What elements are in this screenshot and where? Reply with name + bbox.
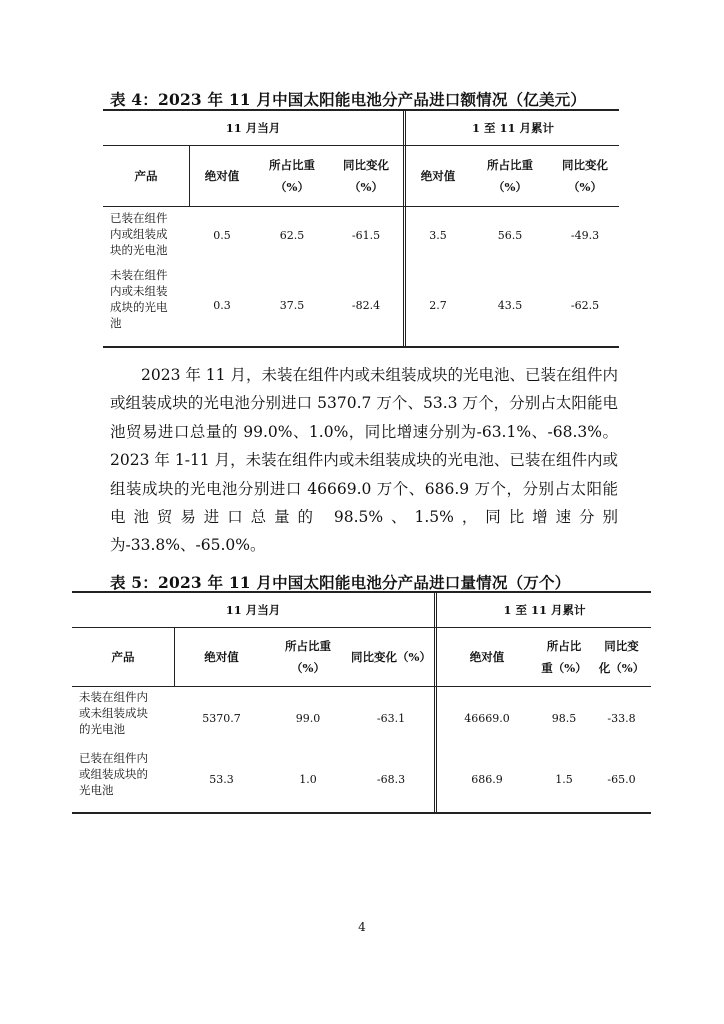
table4-bottom-rule: [103, 346, 619, 348]
table4-col-yoy-unit: （%）: [349, 180, 383, 194]
table4-row1-cum-abs: 3.5: [429, 229, 447, 242]
table4-row1-product-line: 已装在组件: [110, 211, 168, 225]
table4-col-cum-share-unit: （%）: [493, 180, 527, 194]
table5-group-divider: [434, 592, 437, 812]
table4-col-cum-absolute: 绝对值: [420, 169, 456, 183]
table4-row1-product-line: 块的光电池: [110, 243, 168, 257]
table4-row1-cum-yoy: -49.3: [570, 229, 600, 242]
table4-row2-product-line: 内或未组装: [110, 284, 168, 298]
table4-row2-product-line: 成块的光电: [110, 300, 168, 314]
table4-row1-cur-yoy: -61.5: [351, 229, 381, 242]
table5-col-cum-yoy: [592, 628, 651, 686]
table5-col-cum-share-l1: 所占比: [546, 639, 582, 653]
table4-col-absolute: 绝对值: [204, 169, 240, 183]
table5-row2-cum-yoy: -65.0: [607, 773, 636, 786]
table5-row2-cur-share: 1.0: [299, 773, 317, 786]
table4-col-share-unit: （%）: [275, 180, 309, 194]
table4-row2-cur-share: 37.5: [279, 299, 305, 312]
table4-col-yoy: [330, 146, 402, 206]
table4-row2-product: [110, 267, 168, 331]
table5-col-share-label: 所占比重: [285, 639, 331, 653]
table5-row1-product: [79, 689, 148, 737]
table5-col-share-unit: （%）: [291, 661, 325, 675]
table5-row2-cum-abs: 686.9: [471, 773, 503, 786]
table5-row1-cur-abs: 5370.7: [202, 712, 241, 725]
table5-row1-cum-abs: 46669.0: [464, 712, 510, 725]
table5-header-rule: [72, 686, 651, 687]
table5-col-cum-yoy-l2: 化（%）: [598, 661, 645, 675]
table5-row1-product-line: 或未组装成块: [79, 706, 148, 720]
table4-col-cum-yoy-unit: （%）: [568, 180, 602, 194]
table5-row2-cur-yoy: -68.3: [376, 773, 406, 786]
table4-col-yoy-label: 同比变化: [343, 158, 389, 172]
table4-col-cum-share-label: 所占比重: [487, 158, 533, 172]
table4-row1-product: [110, 210, 168, 258]
table4-row2-cum-yoy: -62.5: [570, 299, 600, 312]
table4-col-cum-yoy-label: 同比变化: [562, 158, 608, 172]
table5-row1-cur-share: 99.0: [295, 712, 321, 725]
table5-row1-cur-yoy: -63.1: [376, 712, 406, 725]
body-paragraph: [110, 361, 618, 560]
table5-group-cumulative: 1 至 11 月累计: [503, 602, 586, 617]
table5-row1-cum-share: 98.5: [551, 712, 577, 725]
table5-caption: 表 5：2023 年 11 月中国太阳能电池分产品进口量情况（万个）: [110, 573, 571, 592]
table4-caption: 表 4：2023 年 11 月中国太阳能电池分产品进口额情况（亿美元）: [110, 90, 587, 109]
table4-header-rule: [103, 206, 619, 207]
table5-row2-product-line: 光电池: [79, 783, 114, 797]
table4-row2-product-line: 未装在组件: [110, 268, 168, 282]
table5-row1-product-line: 未装在组件内: [79, 690, 148, 704]
table4-col-product: 产品: [134, 169, 158, 183]
table5-col-share: [268, 628, 348, 686]
table4-row1-product-line: 内或组装成: [110, 227, 168, 241]
table4-row2-cur-yoy: -82.4: [351, 299, 381, 312]
table4-row1-cur-share: 62.5: [279, 229, 305, 242]
table4-group-divider: [403, 110, 406, 346]
table5-row1-cum-yoy: -33.8: [607, 712, 636, 725]
body-paragraph-text: 2023 年 11 月，未装在组件内或未组装成块的光电池、已装在组件内或组装成块的光电池分别进口 5370.7 万个、53.3 万个，分别占太阳能电池贸易进口总量的 99.0%、1.0%，同比增速分别为-63.1%、-68.3%。2023 年 1-11 月，未装在组件内或未组装成块的光电池、已装在组件内或组装成块的光电池分别进口 46669.0 万个、686.9 万个，分别占太阳能电池贸易进口总量的 98.5%、1.5%，同比增速分别为-33.8%、-65.0%。: [110, 366, 618, 555]
table4-col-share: [254, 146, 330, 206]
table4-group-current: 11 月当月: [225, 120, 281, 135]
table4-row1-cum-share: 56.5: [497, 229, 523, 242]
table4-col-cum-yoy: [551, 146, 619, 206]
table4-group-cumulative: 1 至 11 月累计: [471, 120, 554, 135]
table4-row2-cum-share: 43.5: [497, 299, 523, 312]
table5-row2-product-line: 或组装成块的: [79, 767, 148, 781]
table4-col-cum-share: [469, 146, 551, 206]
table5-col-cum-share-l2: 重（%）: [541, 661, 587, 675]
table4-row1-cur-abs: 0.5: [213, 229, 231, 242]
table5-row2-product-line: 已装在组件内: [79, 751, 148, 765]
table5-row2-cur-abs: 53.3: [209, 773, 234, 786]
table5-col-cum-yoy-l1: 同比变: [604, 639, 639, 653]
table4-row2-cur-abs: 0.3: [213, 299, 231, 312]
table4-row2-product-line: 池: [110, 316, 122, 330]
table5-row2-product: [79, 750, 148, 798]
table5-group-current: 11 月当月: [225, 602, 281, 617]
table5-row1-product-line: 的光电池: [79, 722, 125, 736]
table5-row2-cum-share: 1.5: [555, 773, 573, 786]
page-number: 4: [358, 920, 366, 934]
table4-row2-cum-abs: 2.7: [429, 299, 447, 312]
table5-col-cum-share: [536, 628, 592, 686]
table5-col-absolute: 绝对值: [204, 650, 239, 664]
table5-col-product: 产品: [111, 650, 135, 664]
table5-col-cum-absolute: 绝对值: [469, 650, 505, 664]
table4-col-share-label: 所占比重: [269, 158, 315, 172]
table5-bottom-rule: [72, 812, 651, 814]
table5-col-yoy: 同比变化（%）: [351, 650, 431, 664]
